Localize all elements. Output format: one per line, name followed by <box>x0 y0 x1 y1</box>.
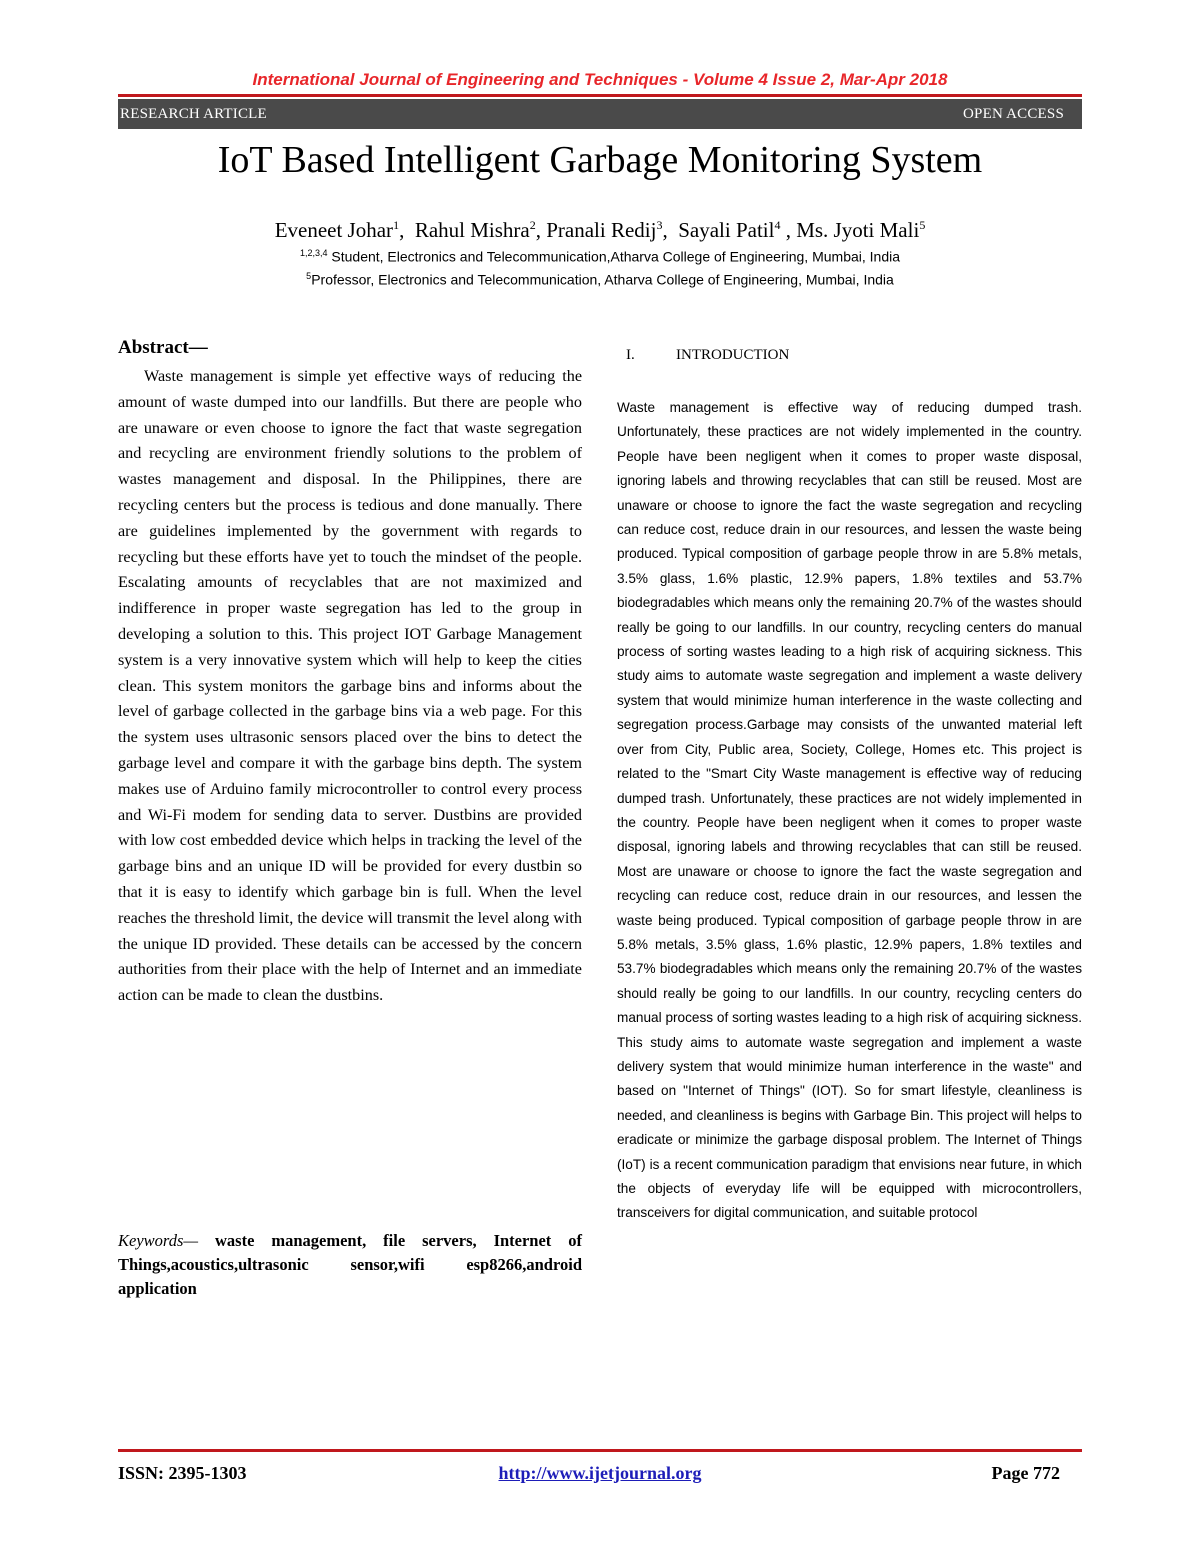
section-title: INTRODUCTION <box>676 347 790 363</box>
header-divider <box>118 94 1082 97</box>
paper-title: IoT Based Intelligent Garbage Monitoring System <box>217 139 983 181</box>
affiliation-text: Student, Electronics and Telecommunication,Atharva College of Engineering, Mumbai, India <box>327 248 901 265</box>
affiliation-professor <box>0 271 1200 288</box>
author-name: Sayali Patil <box>678 218 775 242</box>
issn-label: ISSN: 2395-1303 <box>118 1463 247 1483</box>
introduction-body: Waste management is effective way of reducing dumped trash. Unfortunately, these practices are not widely implemented in the country. People have been negligent when it comes to proper waste disposal, ignoring labels and throwing recyclables that can still be reused. Most are unaware or choose to ignore the fact the waste segregation and recycling can reduce cost, reduce drain in our resources, and lessen the waste being produced. Typical composition of garbage people throw in are 5.8% metals, 3.5% glass, 1.6% plastic, 12.9% papers, 1.8% textiles and 53.7% biodegradables which means only the remaining 20.7% of the wastes should really be going to our landfills. In our country, recycling centers do manual process of sorting wastes leading to a high risk of acquiring sickness. This study aims to automate waste segregation and implement a waste delivery system that would minimize human interference in the waste collecting and segregation process.Garbage may consists of the unwanted material left over from City, Public area, Society, College, Homes etc. This project is related to the "Smart City Waste management is effective way of reducing dumped trash. Unfortunately, these practices are not widely implemented in the country. People have been negligent when it comes to proper waste disposal, ignoring labels and throwing recyclables that can still be reused. Most are unaware or choose to ignore the fact the waste segregation and recycling can reduce cost, reduce drain in our resources, and lessen the waste being produced. Typical composition of garbage people throw in are 5.8% metals, 3.5% glass, 1.6% plastic, 12.9% papers, 1.8% textiles and 53.7% biodegradables which means only the remaining 20.7% of the wastes should really be going to our landfills. In our country, recycling centers do manual process of sorting wastes leading to a high risk of acquiring sickness. This study aims to automate waste segregation and implement a waste delivery system that would minimize human interference in the waste" and based on "Internet of Things" (IOT). So for smart lifestyle, cleanliness is needed, and cleanliness is begins with Garbage Bin. This project will helps to eradicate or minimize the garbage disposal problem. The Internet of Things (IoT) is a recent communication paradigm that envisions near future, in which the objects of everyday life will be equipped with microcontrollers, transceivers for digital communication, and suitable protocol <box>617 400 1082 1221</box>
journal-header: International Journal of Engineering and Techniques - Volume 4 Issue 2, Mar-Apr 2018 <box>252 70 948 89</box>
journal-url-link[interactable]: http://www.ijetjournal.org <box>498 1463 702 1483</box>
abstract-heading: Abstract— <box>118 337 208 358</box>
page-number: Page 772 <box>991 1463 1060 1483</box>
author-list: Eveneet Johar$^1$, Rahul Mishra$^2$, Pranali Redij$^3$, Sayali Patil$^4$ , Ms. Jyoti Mali$^5$ <box>274 218 926 242</box>
affiliation-sup: 5 <box>306 271 312 281</box>
author-name: Pranali Redij <box>546 218 657 242</box>
author-name: Ms. Jyoti Mali <box>796 218 920 242</box>
author-name: Eveneet Johar <box>274 218 394 242</box>
author-sup: 2 <box>529 218 536 232</box>
affiliation-text: Professor, Electronics and Telecommunication, Atharva College of Engineering, Mumbai, India <box>311 271 894 288</box>
abstract-body: Waste management is simple yet effective ways of reducing the amount of waste dumped into our landfills. But there are people who are unaware or even choose to ignore the fact that waste segregation and recycling are environment friendly solutions to the problem of wastes management and disposal. In the Philippines, there are recycling centers but the process is tedious and done manually. There are guidelines implemented by the government with regards to recycling but these efforts have yet to touch the mindset of the people. Escalating amounts of recyclables that are not maximized and indifference in proper waste segregation has led to the group in developing a solution to this. This project IOT Garbage Management system is a very innovative system which will help to keep the cities clean. This system monitors the garbage bins and informs about the level of garbage collected in the garbage bins via a web page. For this the system uses ultrasonic sensors placed over the bins to detect the garbage level and compare it with the garbage bins depth. The system makes use of Arduino family microcontroller to control every process and Wi-Fi modem for sending data to server. Dustbins are provided with low cost embedded device which helps in tracking the level of the garbage bins and an unique ID will be provided for every dustbin so that it is easy to identify which garbage bin is full. When the level reaches the threshold limit, the device will transmit the level along with the unique ID provided. These details can be accessed by the concern authorities from their place with the help of Internet and an immediate action can be made to clean the dustbins. <box>118 367 582 1005</box>
section-number: I. <box>626 347 635 363</box>
footer-divider <box>118 1449 1082 1452</box>
author-sup: 5 <box>919 218 926 232</box>
keywords-text: waste management, file servers, Internet of Things,acoustics,ultrasonic sensor,wifi esp8266,android application <box>118 1231 582 1298</box>
author-name: Rahul Mishra <box>414 218 530 242</box>
article-type-band <box>118 99 1082 129</box>
affiliation-students <box>0 248 1200 265</box>
author-sup: 1 <box>393 218 400 232</box>
keywords-label: Keywords— <box>118 1231 199 1250</box>
keywords <box>118 1229 582 1301</box>
open-access-label: OPEN ACCESS <box>963 105 1064 122</box>
section-heading-introduction <box>626 347 789 364</box>
author-sup: 4 <box>774 218 781 232</box>
article-type-label: RESEARCH ARTICLE <box>120 105 267 122</box>
author-sup: 3 <box>656 218 663 232</box>
affiliation-sup: 1,2,3,4 <box>299 248 328 258</box>
